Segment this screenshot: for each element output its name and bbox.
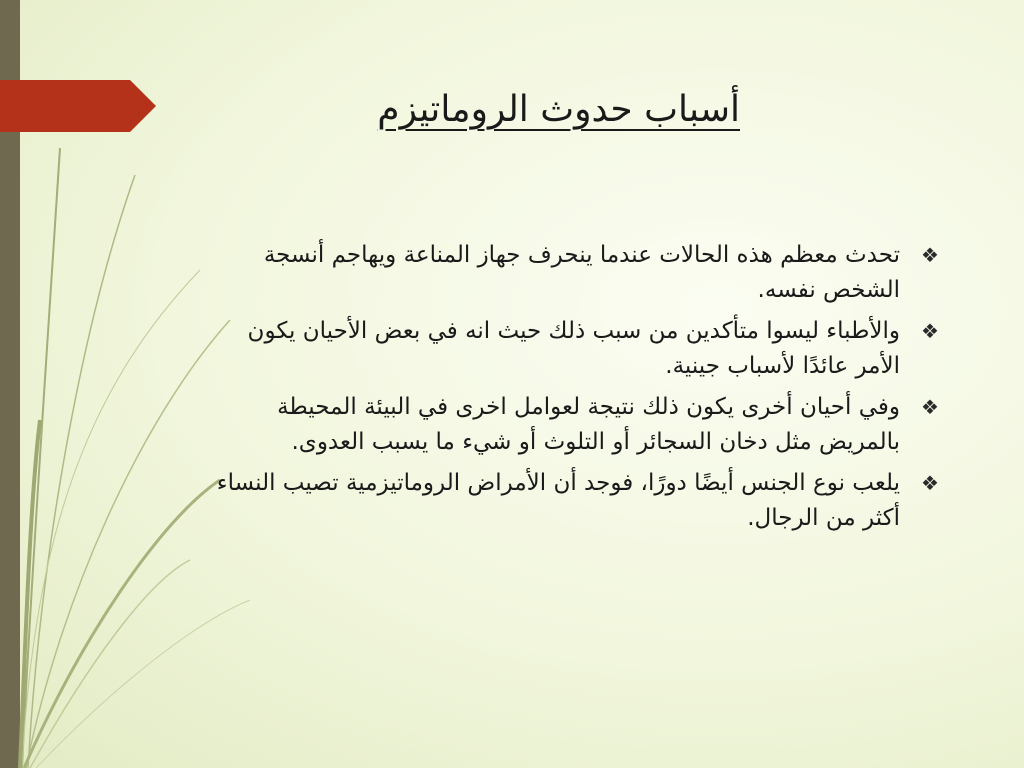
bullet-text: وفي أحيان أخرى يكون ذلك نتيجة لعوامل اخرى في البيئة المحيطة بالمريض مثل دخان السجائر أو التلوث أو شيء ما يسبب العدوى. [277,394,900,455]
diamond-star-icon: ❖ [921,471,939,495]
bullet-item [200,466,960,536]
slide-title: أسباب حدوث الروماتيزم [377,89,740,130]
bullet-item [200,238,960,308]
diamond-star-icon: ❖ [921,319,939,343]
diamond-star-icon: ❖ [921,243,939,267]
bullet-list [200,238,960,542]
bullet-text: تحدث معظم هذه الحالات عندما ينحرف جهاز المناعة ويهاجم أنسجة الشخص نفسه. [263,242,900,303]
title-arrow-shape [0,80,156,132]
bullet-item [200,314,960,384]
bullet-text: والأطباء ليسوا متأكدين من سبب ذلك حيث انه في بعض الأحيان يكون الأمر عائدًا لأسباب جينية. [247,318,900,379]
bullet-text: يلعب نوع الجنس أيضًا دورًا، فوجد أن الأمراض الروماتيزمية تصيب النساء أكثر من الرجال. [216,470,900,531]
diamond-star-icon: ❖ [921,395,939,419]
bullet-item [200,390,960,460]
